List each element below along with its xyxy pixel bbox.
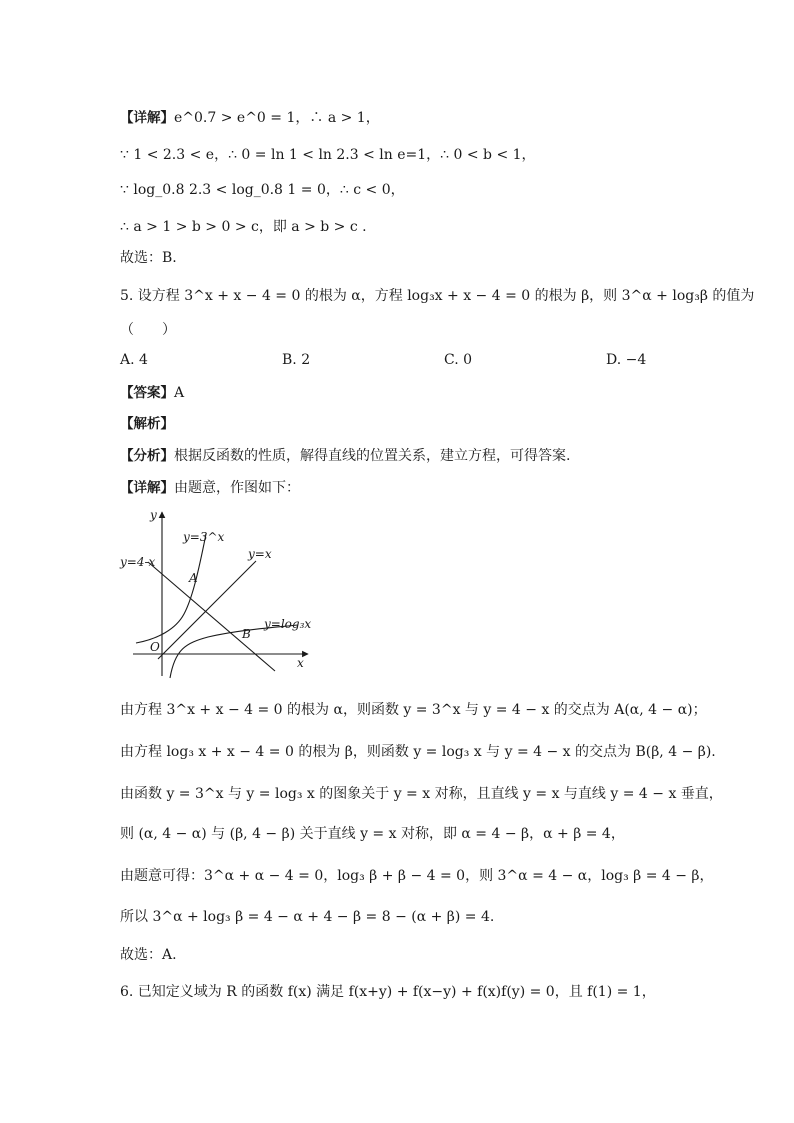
y-axis-label: y bbox=[150, 508, 157, 522]
prev-line-3: ∵ log_0.8 2.3 < log_0.8 1 = 0，∴ c < 0， bbox=[120, 182, 405, 198]
detail-tag: 【详解】 bbox=[120, 110, 174, 126]
line-y-equals-4-minus-x bbox=[148, 562, 275, 671]
q5-step-1: 由方程 3^x + x − 4 = 0 的根为 α，则函数 y = 3^x 与 y = 4 − x 的交点为 A(α, 4 − α)； bbox=[120, 702, 707, 718]
q5-stem: 5. 设方程 3^x + x − 4 = 0 的根为 α，方程 log₃x + x − 4 = 0 的根为 β，则 3^α + log₃β 的值为 bbox=[120, 288, 755, 304]
q5-paren: （ ） bbox=[120, 322, 176, 338]
q5-step-6: 所以 3^α + log₃ β = 4 − α + 4 − β = 8 − (α + β) = 4. bbox=[120, 909, 495, 925]
curve-exponential bbox=[136, 534, 206, 643]
q5-detail-line bbox=[120, 478, 300, 498]
log-curve-label: y=log₃x bbox=[264, 617, 312, 631]
point-b-label: B bbox=[242, 627, 251, 641]
detail-tag-2: 【详解】 bbox=[120, 480, 174, 496]
exp-curve-label: y=3^x bbox=[183, 530, 225, 544]
q5-fenxi-line bbox=[120, 446, 570, 466]
q6-stem: 6. 已知定义域为 R 的函数 f(x) 满足 f(x+y) + f(x−y) + f(x)f(y) = 0，且 f(1) = 1， bbox=[120, 984, 656, 1000]
x-axis-label: x bbox=[297, 656, 304, 670]
fenxi-tag: 【分析】 bbox=[120, 448, 174, 464]
prev-choice: 故选：B. bbox=[120, 250, 177, 266]
q5-option-d: D. −4 bbox=[606, 352, 647, 368]
q5-step-5: 由题意可得：3^α + α − 4 = 0，log₃ β + β − 4 = 0，则 3^α = 4 − α，log₃ β = 4 − β， bbox=[120, 868, 714, 884]
q5-step-3: 由函数 y = 3^x 与 y = log₃ x 的图象关于 y = x 对称，且直线 y = x 与直线 y = 4 − x 垂直， bbox=[120, 786, 723, 802]
q5-option-b: B. 2 bbox=[282, 352, 311, 368]
prev-detail-line-1 bbox=[120, 108, 380, 128]
q5-step-4: 则 (α, 4 − α) 与 (β, 4 − β) 关于直线 y = x 对称，即 α = 4 − β，α + β = 4， bbox=[120, 826, 625, 842]
point-a-label: A bbox=[189, 571, 198, 585]
prev-line-1-text: e^0.7 > e^0 = 1，∴ a > 1， bbox=[174, 110, 380, 126]
origin-label: O bbox=[150, 640, 160, 654]
answer-tag: 【答案】 bbox=[120, 385, 174, 401]
q5-fenxi-text: 根据反函数的性质，解得直线的位置关系，建立方程，可得答案. bbox=[174, 448, 571, 464]
q5-answer-line bbox=[120, 383, 184, 403]
line-yx-label: y=x bbox=[248, 547, 272, 561]
q5-detail-intro: 由题意，作图如下： bbox=[174, 480, 300, 496]
line-y-equals-x bbox=[158, 561, 256, 659]
q5-answer: A bbox=[174, 385, 185, 401]
q5-option-c: C. 0 bbox=[444, 352, 473, 368]
prev-line-2: ∵ 1 < 2.3 < e，∴ 0 = ln 1 < ln 2.3 < ln e=1，∴ 0 < b < 1， bbox=[120, 147, 536, 163]
prev-line-4: ∴ a > 1 > b > 0 > c，即 a > b > c . bbox=[120, 219, 367, 235]
line-4x-label: y=4-x bbox=[120, 555, 156, 569]
q5-analysis-heading bbox=[120, 414, 174, 434]
q5-step-2: 由方程 log₃ x + x − 4 = 0 的根为 β，则函数 y = log₃ x 与 y = 4 − x 的交点为 B(β, 4 − β). bbox=[120, 744, 716, 760]
q5-choice: 故选：A. bbox=[120, 947, 177, 963]
analysis-tag: 【解析】 bbox=[120, 416, 174, 432]
q5-option-a: A. 4 bbox=[120, 352, 148, 368]
curve-logarithm bbox=[170, 625, 298, 678]
function-graph bbox=[118, 504, 323, 679]
